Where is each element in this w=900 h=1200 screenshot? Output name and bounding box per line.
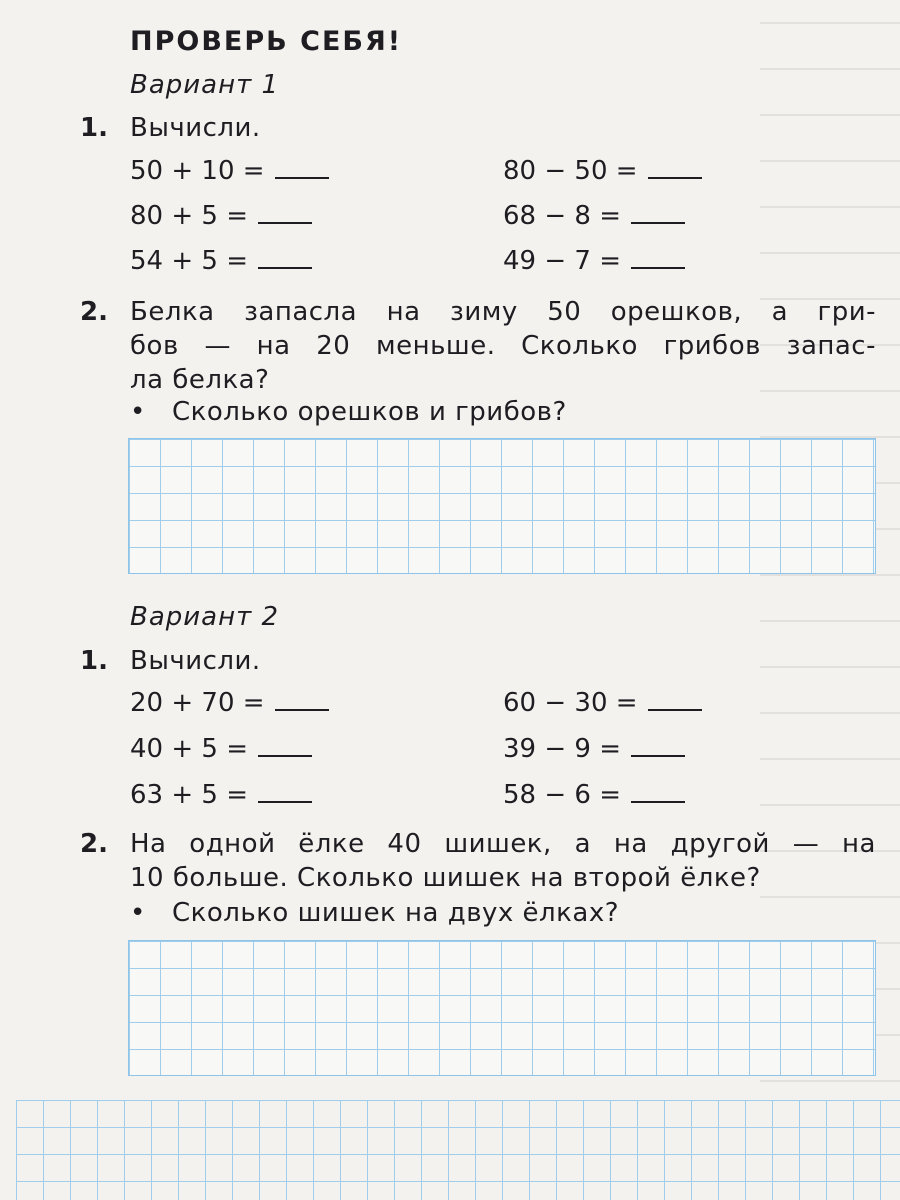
answer-blank[interactable] xyxy=(631,754,685,757)
v1-expression-right-2: 68 − 8 = xyxy=(503,201,685,231)
bottom-workspace-grid[interactable] xyxy=(16,1100,900,1200)
v2-task2-line-2: 10 больше. Сколько шишек на второй ёлке? xyxy=(130,863,761,893)
answer-blank[interactable] xyxy=(258,754,312,757)
v2-expression-left-3: 63 + 5 = xyxy=(130,780,312,810)
bullet-icon: • xyxy=(130,898,146,928)
v2-task2-line-1: На одной ёлке 40 шишек, а на другой — на xyxy=(130,829,876,859)
v1-task1-instruction: Вычисли. xyxy=(130,113,261,143)
answer-blank[interactable] xyxy=(631,221,685,224)
v1-task2-line-2: бов — на 20 меньше. Сколько грибов запас- xyxy=(130,331,876,361)
answer-blank[interactable] xyxy=(631,266,685,269)
v2-answer-grid[interactable] xyxy=(128,940,876,1076)
v2-task2-number: 2. xyxy=(80,829,108,859)
v2-expression-right-3: 58 − 6 = xyxy=(503,780,685,810)
v2-expression-left-1: 20 + 70 = xyxy=(130,688,329,718)
v2-task1-number: 1. xyxy=(80,646,108,676)
v1-expression-left-2: 80 + 5 = xyxy=(130,201,312,231)
v1-expression-left-3: 54 + 5 = xyxy=(130,246,312,276)
answer-blank[interactable] xyxy=(631,800,685,803)
answer-blank[interactable] xyxy=(275,708,329,711)
v1-expression-right-3: 49 − 7 = xyxy=(503,246,685,276)
answer-blank[interactable] xyxy=(648,176,702,179)
v1-task2-number: 2. xyxy=(80,297,108,327)
v1-expression-left-1: 50 + 10 = xyxy=(130,156,329,186)
answer-blank[interactable] xyxy=(258,800,312,803)
v2-expression-left-2: 40 + 5 = xyxy=(130,734,312,764)
v2-expression-right-1: 60 − 30 = xyxy=(503,688,702,718)
variant-1-heading: Вариант 1 xyxy=(130,70,280,100)
v2-task1-instruction: Вычисли. xyxy=(130,646,261,676)
v1-task2-line-1: Белка запасла на зиму 50 орешков, а гри- xyxy=(130,297,876,327)
variant-2-heading: Вариант 2 xyxy=(130,602,280,632)
answer-blank[interactable] xyxy=(258,221,312,224)
v2-expression-right-2: 39 − 9 = xyxy=(503,734,685,764)
v2-task2-question: Сколько шишек на двух ёлках? xyxy=(172,898,619,928)
page-title: ПРОВЕРЬ СЕБЯ! xyxy=(130,26,403,57)
answer-blank[interactable] xyxy=(258,266,312,269)
answer-blank[interactable] xyxy=(275,176,329,179)
v1-answer-grid[interactable] xyxy=(128,438,876,574)
v1-expression-right-1: 80 − 50 = xyxy=(503,156,702,186)
v1-task2-line-3: ла белка? xyxy=(130,365,270,395)
v1-task1-number: 1. xyxy=(80,113,108,143)
v1-task2-question: Сколько орешков и грибов? xyxy=(172,397,567,427)
answer-blank[interactable] xyxy=(648,708,702,711)
bullet-icon: • xyxy=(130,397,146,427)
